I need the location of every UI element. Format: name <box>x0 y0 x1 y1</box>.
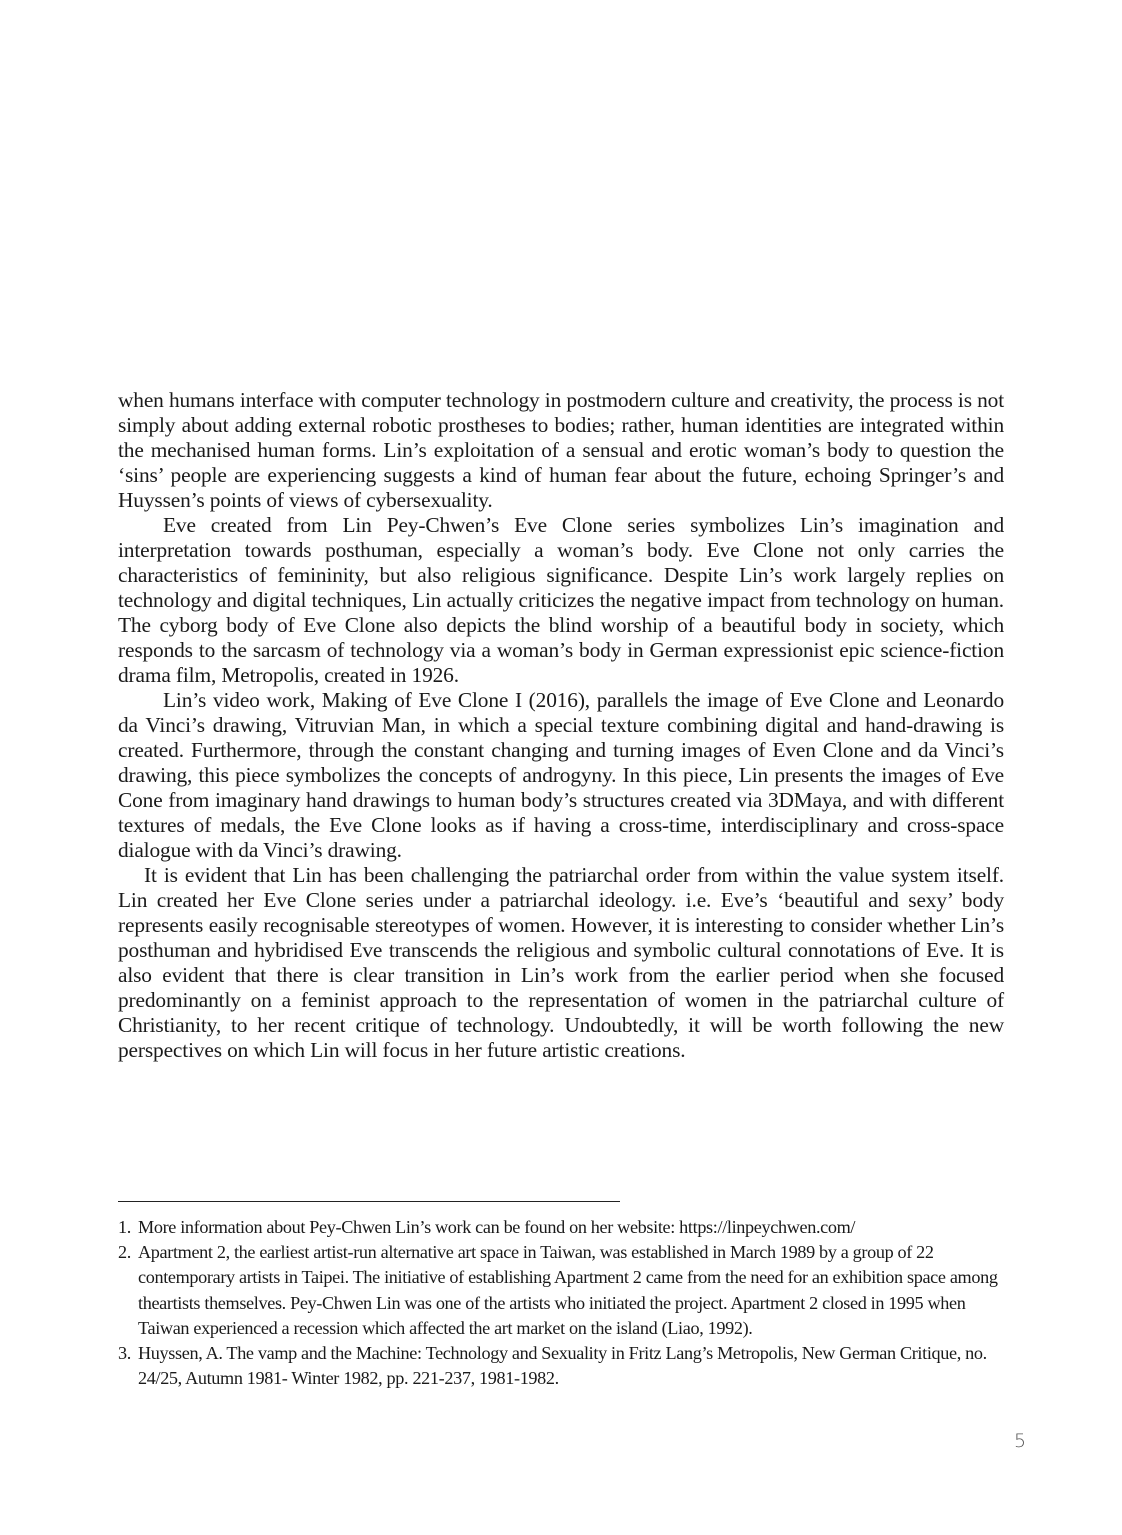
paragraph-video-work: Lin’s video work, Making of Eve Clone I (2016), parallels the image of Eve Clone and Leonardo da Vinci’s drawing, Vitruvian Man, in which a special texture combining digital and hand-drawing is created. Furthermore, through the constant changing and turning images of Even Clone and da Vinci’s drawing, this piece symbolizes the concepts of androgyny. In this piece, Lin presents the images of Eve Cone from imaginary hand drawings to human body’s structures created via 3DMaya, and with different textures of medals, the Eve Clone looks as if having a cross-time, interdisciplinary and cross-space dialogue with da Vinci’s drawing. <box>118 688 1004 862</box>
footnote-2 <box>118 1240 1008 1341</box>
footnote-number: 2. <box>118 1242 131 1263</box>
body-text <box>118 388 1004 1063</box>
footnote-3 <box>118 1341 1008 1391</box>
footnote-divider <box>118 1201 620 1202</box>
footnotes <box>118 1215 1008 1391</box>
footnote-1 <box>118 1215 1008 1240</box>
footnote-number: 3. <box>118 1343 131 1364</box>
footnote-number: 1. <box>118 1217 131 1237</box>
footnote-text: Apartment 2, the earliest artist-run alternative art space in Taiwan, was established in March 1989 by a group of 22 contemporary artists in Taipei. The initiative of establishing Apartment 2 came from the need for an exhibition space among theartists themselves. Pey-Chwen Lin was one of the artists who initiated the project. Apartment 2 closed in 1995 when Taiwan experienced a recession which affected the art market on the island (Liao, 1992). <box>138 1242 998 1338</box>
footnote-text: More information about Pey-Chwen Lin’s work can be found on her website: https://linpeychwen.com/ <box>138 1217 856 1237</box>
page-number: 5 <box>1014 1430 1027 1452</box>
paragraph-continuation: when humans interface with computer technology in postmodern culture and creativity, the process is not simply about adding external robotic prostheses to bodies; rather, human identities are integrated within the mechanised human forms. Lin’s exploitation of a sensual and erotic woman’s body to question the ‘sins’ people are experiencing suggests a kind of human fear about the future, echoing Springer’s and Huyssen’s points of views of cybersexuality. <box>118 388 1004 512</box>
footnote-text: Huyssen, A. The vamp and the Machine: Technology and Sexuality in Fritz Lang’s Metropolis, New German Critique, no. 24/25, Autumn 1981- Winter 1982, pp. 221-237, 1981-1982. <box>138 1343 987 1389</box>
paragraph-eve-clone: Eve created from Lin Pey-Chwen’s Eve Clone series symbolizes Lin’s imagination and interpretation towards posthuman, especially a woman’s body. Eve Clone not only carries the characteristics of femininity, but also religious significance. Despite Lin’s work largely replies on technology and digital techniques, Lin actually criticizes the negative impact from technology on human. The cyborg body of Eve Clone also depicts the blind worship of a beautiful body in society, which responds to the sarcasm of technology via a woman’s body in German expressionist epic science-fiction drama film, Metropolis, created in 1926. <box>118 513 1004 687</box>
paragraph-conclusion: It is evident that Lin has been challenging the patriarchal order from within the value system itself. Lin created her Eve Clone series under a patriarchal ideology. i.e. Eve’s ‘beautiful and sexy’ body represents easily recognisable stereotypes of women. However, it is interesting to consider whether Lin’s posthuman and hybridised Eve transcends the religious and symbolic cultural connotations of Eve. It is also evident that there is clear transition in Lin’s work from the earlier period when she focused predominantly on a feminist approach to the representation of women in the patriarchal culture of Christianity, to her recent critique of technology. Undoubtedly, it will be worth following the new perspectives on which Lin will focus in her future artistic creations. <box>118 863 1004 1062</box>
